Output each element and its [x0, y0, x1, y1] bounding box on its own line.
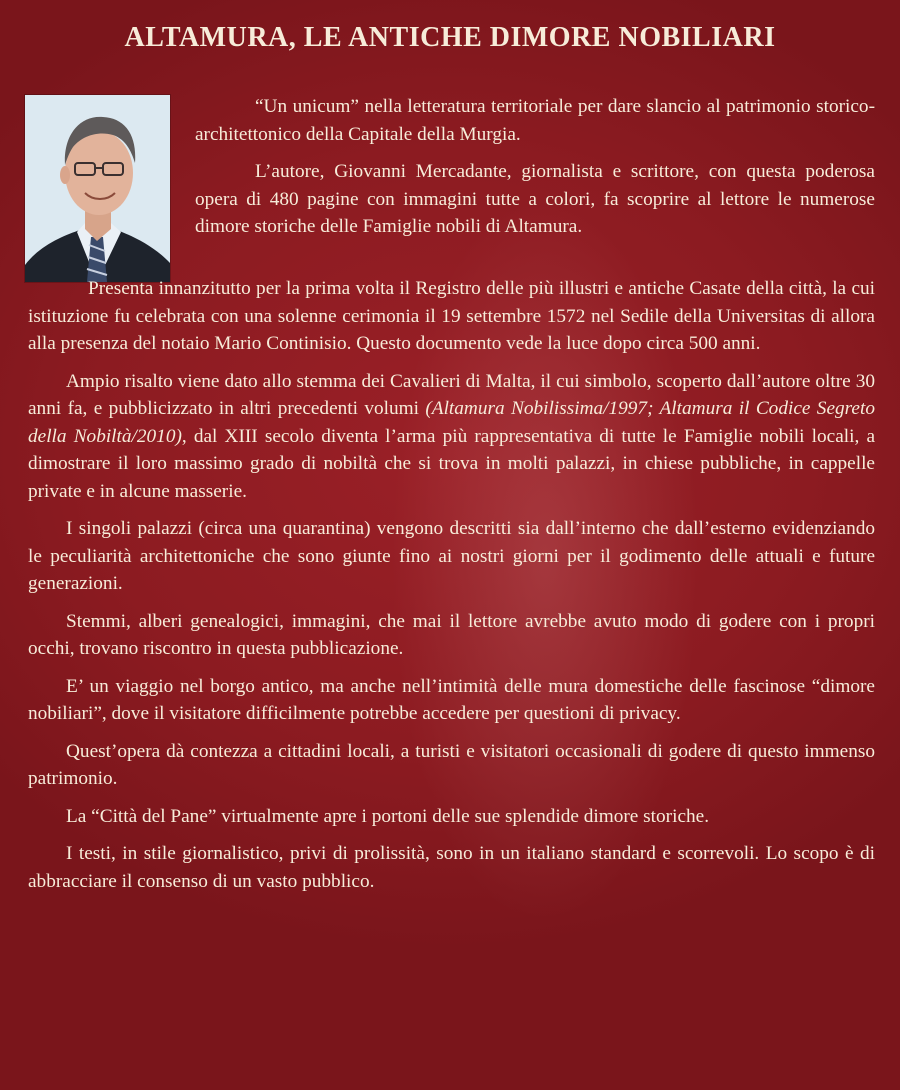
author-portrait-image — [25, 95, 170, 282]
paragraph-7: E’ un viaggio nel borgo antico, ma anche nell’intimità delle mura domestiche delle fascinose “dimore nobiliari”, dove il visitatore difficilmente potrebbe accedere per questioni di privacy. — [28, 675, 875, 724]
paragraph-3: Presenta innanzitutto per la prima volta il Registro delle più illustri e antiche Casate della città, la cui istituzione fu celebrata con una solenne cerimonia il 19 settembre 1572 nel Sedile della Universitas di allora alla presenza del notaio Mario Continisio. Questo documento vede la luce dopo circa 500 anni. — [28, 278, 875, 354]
page-title: ALTAMURA, LE ANTICHE DIMORE NOBILIARI — [124, 22, 776, 53]
paragraph-4 — [28, 368, 875, 506]
intro-text — [195, 93, 875, 241]
paragraph-8: Quest’opera dà contezza a cittadini locali, a turisti e visitatori occasionali di godere di questo immenso patrimonio. — [28, 740, 875, 789]
paragraph-2: L’autore, Giovanni Mercadante, giornalista e scrittore, con questa poderosa opera di 480 pagine con immagini tutte a colori, fa scoprire al lettore le numerose dimore storiche delle Famiglie nobili di Altamura. — [195, 161, 875, 237]
paragraph-10: I testi, in stile giornalistico, privi di prolissità, sono in un italiano standard e scorrevoli. Lo scopo è di abbracciare il consenso di un vasto pubblico. — [28, 843, 875, 892]
paragraph-4-citation: (Altamura Nobilissima/1997; Altamura il Codice Segreto della Nobiltà/2010) — [28, 398, 875, 447]
paragraph-9: La “Città del Pane” virtualmente apre i portoni delle sue splendide dimore storiche. — [66, 805, 710, 827]
body-text — [28, 275, 875, 895]
paragraph-6: Stemmi, alberi genealogici, immagini, che mai il lettore avrebbe avuto modo di godere con i propri occhi, trovano riscontro in questa pubblicazione. — [28, 610, 875, 659]
paragraph-4-part-2: , dal XIII secolo diventa l’arma più rappresentativa di tutte le Famiglie nobili locali, a dimostrare il loro massimo grado di nobiltà che si trova in molti palazzi, in chiese pubbliche, in cappelle private e in alcune masserie. — [28, 425, 875, 502]
paragraph-1: “Un unicum” nella letteratura territoriale per dare slancio al patrimonio storico-architettonico della Capitale della Murgia. — [195, 96, 875, 145]
author-photo — [25, 95, 170, 282]
paragraph-4-part-1: Ampio risalto viene dato allo stemma dei Cavalieri di Malta, il cui simbolo, scoperto dall’autore oltre 30 anni fa, e pubblicizzato in altri precedenti volumi — [28, 370, 875, 419]
paragraph-5: I singoli palazzi (circa una quarantina) vengono descritti sia dall’interno che dall’esterno evidenziando le peculiarità architettoniche che sono giunte fino ai nostri giorni per il godimento delle attuali e future generazioni. — [28, 518, 875, 594]
